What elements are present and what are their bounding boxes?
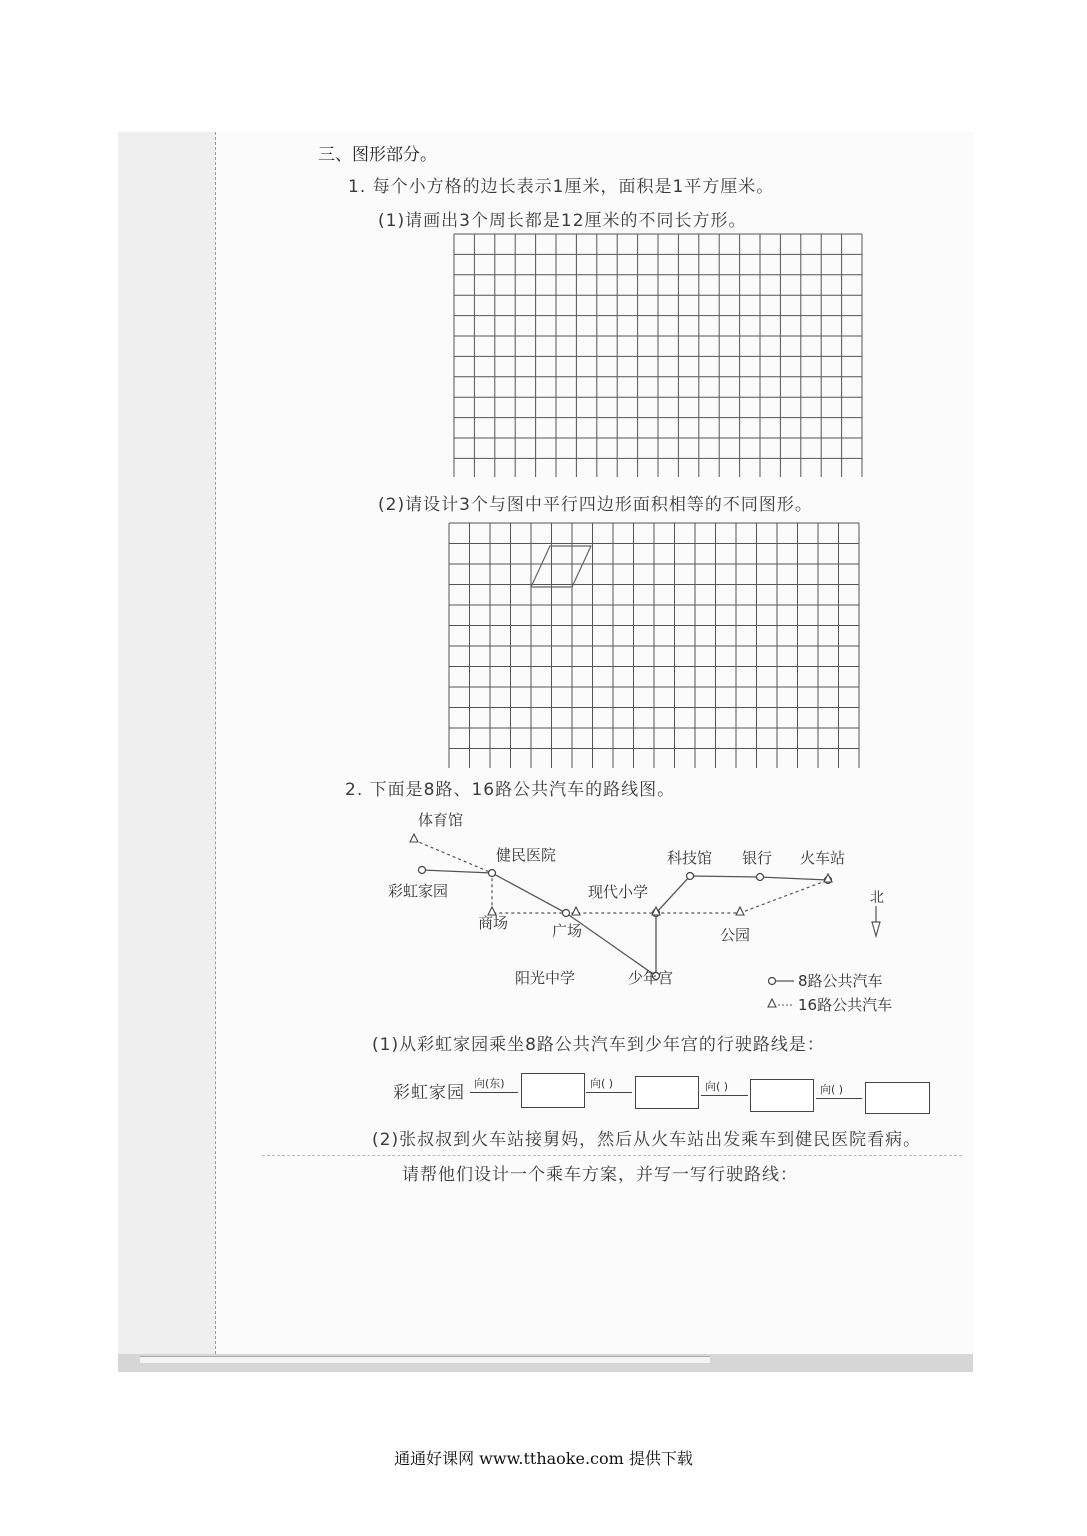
- route-start-label: 彩虹家园: [393, 1083, 465, 1103]
- answer-box-2[interactable]: [635, 1076, 699, 1109]
- route-arrow-3: [701, 1095, 748, 1096]
- label-xiandai: 现代小学: [588, 883, 649, 901]
- north-arrow: [870, 890, 884, 936]
- section-title: 三、图形部分。: [318, 145, 437, 165]
- route-arrow-4: [816, 1098, 862, 1099]
- label-yinhang: 银行: [742, 849, 773, 867]
- direction-2: 向( ): [590, 1077, 614, 1090]
- stop-marker-guangchang: [572, 907, 580, 915]
- stop-marker-caihong: [419, 867, 426, 874]
- label-gongyuan: 公园: [720, 926, 751, 944]
- grid-parallelogram[interactable]: [448, 522, 862, 768]
- question-1-part-1: (1)请画出3个周长都是12厘米的不同长方形。: [378, 211, 747, 231]
- direction-4: 向( ): [820, 1083, 844, 1096]
- label-guangchang: 广场: [552, 922, 583, 940]
- question-2-part-1: (1)从彩虹家园乘坐8路公共汽车到少年宫的行驶路线是：: [372, 1035, 825, 1055]
- question-2-part-2-line-1: (2)张叔叔到火车站接舅妈，然后从火车站出发乘车到健民医院看病。: [372, 1130, 922, 1150]
- direction-1: 向(东): [474, 1077, 505, 1090]
- question-1-intro: 1. 每个小方格的边长表示1厘米，面积是1平方厘米。: [348, 177, 775, 197]
- answer-box-3[interactable]: [750, 1079, 814, 1112]
- stop-marker-keji: [687, 873, 694, 880]
- label-caihong: 彩虹家园: [388, 882, 449, 900]
- stop-marker-tiyuguan: [410, 834, 418, 842]
- stop-marker-yinhang: [757, 874, 764, 881]
- label-shaonian: 少年宫: [628, 969, 674, 987]
- question-1-part-2: (2)请设计3个与图中平行四边形面积相等的不同图形。: [378, 495, 813, 515]
- stop-marker-yangguang: [563, 910, 570, 917]
- map-legend: [768, 972, 892, 1014]
- grid-rectangles[interactable]: [453, 233, 865, 477]
- parallelogram-shape: [531, 546, 591, 587]
- answer-box-1[interactable]: [521, 1073, 585, 1108]
- route-arrow-1: [470, 1092, 518, 1093]
- bus-route-map: [380, 800, 940, 1029]
- direction-3: 向( ): [705, 1080, 729, 1093]
- answer-box-4[interactable]: [865, 1082, 930, 1114]
- label-keji: 科技馆: [667, 849, 713, 867]
- footer-credit: 通通好课网 www.tthaoke.com 提供下载: [394, 1449, 693, 1468]
- grid-1-svg: [453, 233, 865, 477]
- paper-bottom-edge: [140, 1356, 710, 1363]
- label-huoche: 火车站: [800, 849, 846, 867]
- grid-2-svg: [448, 522, 862, 768]
- label-yangguang: 阳光中学: [515, 969, 576, 987]
- route-map-svg: [380, 800, 940, 1025]
- label-tiyuguan: 体育馆: [418, 811, 464, 829]
- label-shangchang: 商场: [478, 914, 509, 932]
- question-2-part-2-line-2: 请帮他们设计一个乘车方案，并写一写行驶路线：: [402, 1165, 798, 1185]
- scan-dashed-line: [262, 1155, 962, 1156]
- label-jianmin: 健民医院: [496, 846, 557, 864]
- north-label: 北: [870, 890, 884, 906]
- stop-marker-gongyuan: [736, 907, 744, 915]
- legend-route-8: 8路公共汽车: [798, 972, 883, 990]
- route-arrow-2: [586, 1092, 632, 1093]
- stop-marker-jianmin-8: [489, 870, 496, 877]
- legend-route-16: 16路公共汽车: [798, 996, 893, 1014]
- question-2-intro: 2. 下面是8路、16路公共汽车的路线图。: [345, 780, 676, 800]
